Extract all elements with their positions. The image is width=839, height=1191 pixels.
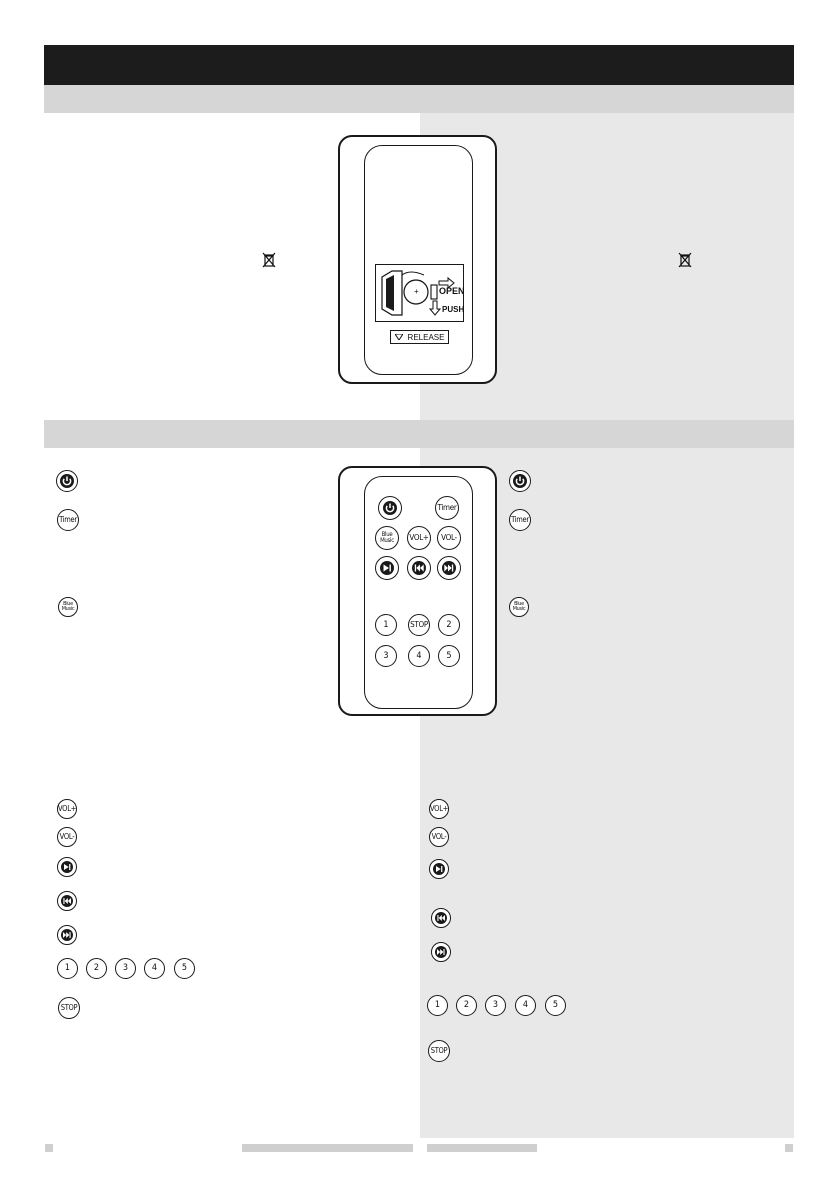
power-icon xyxy=(56,470,78,492)
play-pause-icon xyxy=(429,859,449,879)
remote-stop-button[interactable]: STOP xyxy=(408,614,430,636)
open-label: OPEN xyxy=(439,286,465,296)
battery-compartment xyxy=(375,264,464,322)
timer-icon: Timer xyxy=(509,509,531,531)
blue-music-icon: Blue Music xyxy=(58,597,78,617)
remote-preset-4-button[interactable]: 4 xyxy=(408,645,430,667)
remote-previous-button[interactable] xyxy=(407,556,431,580)
next-track-icon xyxy=(431,942,451,962)
release-label: RELEASE xyxy=(407,332,445,342)
footer-page-marker-left xyxy=(45,1144,53,1152)
preset-1-icon: 1 xyxy=(427,995,448,1016)
remote-next-button[interactable] xyxy=(437,556,461,580)
crossed-out-bin-icon xyxy=(262,252,276,268)
remote-vol-down-button[interactable]: VOL- xyxy=(437,526,461,550)
vol-down-icon: VOL- xyxy=(57,827,77,847)
preset-3-icon: 3 xyxy=(485,995,506,1016)
preset-1-icon: 1 xyxy=(57,958,78,979)
remote-timer-button[interactable]: Timer xyxy=(435,496,459,520)
remote-preset-2-button[interactable]: 2 xyxy=(438,614,460,636)
section-bar-remote xyxy=(44,420,794,448)
footer-bar-left xyxy=(242,1144,413,1152)
vol-up-icon: VOL+ xyxy=(57,799,77,819)
stop-icon: STOP xyxy=(58,997,80,1019)
remote-play-pause-button[interactable] xyxy=(375,556,399,580)
push-label: PUSH xyxy=(442,305,465,314)
timer-icon: Timer xyxy=(57,509,79,531)
battery-diagram xyxy=(338,135,497,384)
stop-icon: STOP xyxy=(428,1040,450,1062)
vol-down-icon: VOL- xyxy=(429,827,449,847)
preset-2-icon: 2 xyxy=(456,995,477,1016)
section-bar-battery xyxy=(44,85,794,113)
page-title-bar xyxy=(44,45,794,85)
remote-preset-5-button[interactable]: 5 xyxy=(438,645,460,667)
blue-music-icon: Blue Music xyxy=(509,597,529,617)
preset-2-icon: 2 xyxy=(86,958,107,979)
release-label-box xyxy=(390,330,449,344)
preset-4-icon: 4 xyxy=(515,995,536,1016)
crossed-out-bin-icon xyxy=(678,252,692,268)
footer-page-marker-right xyxy=(785,1144,793,1152)
remote-power-button[interactable] xyxy=(378,496,402,520)
remote-blue-music-button[interactable]: Blue Music xyxy=(375,526,399,550)
preset-5-icon: 5 xyxy=(545,995,566,1016)
battery-plus-sign: + xyxy=(414,287,419,296)
remote-control-diagram xyxy=(338,466,497,716)
previous-track-icon xyxy=(431,908,451,928)
previous-track-icon xyxy=(57,891,77,911)
power-icon xyxy=(509,470,531,492)
remote-preset-3-button[interactable]: 3 xyxy=(375,645,397,667)
preset-5-icon: 5 xyxy=(174,958,195,979)
vol-up-icon: VOL+ xyxy=(429,799,449,819)
remote-vol-up-button[interactable]: VOL+ xyxy=(407,526,431,550)
next-track-icon xyxy=(57,925,77,945)
play-pause-icon xyxy=(57,857,77,877)
preset-3-icon: 3 xyxy=(115,958,136,979)
footer-bar-right xyxy=(427,1144,537,1152)
preset-4-icon: 4 xyxy=(144,958,165,979)
down-triangle-icon xyxy=(395,334,403,340)
remote-preset-1-button[interactable]: 1 xyxy=(375,614,397,636)
